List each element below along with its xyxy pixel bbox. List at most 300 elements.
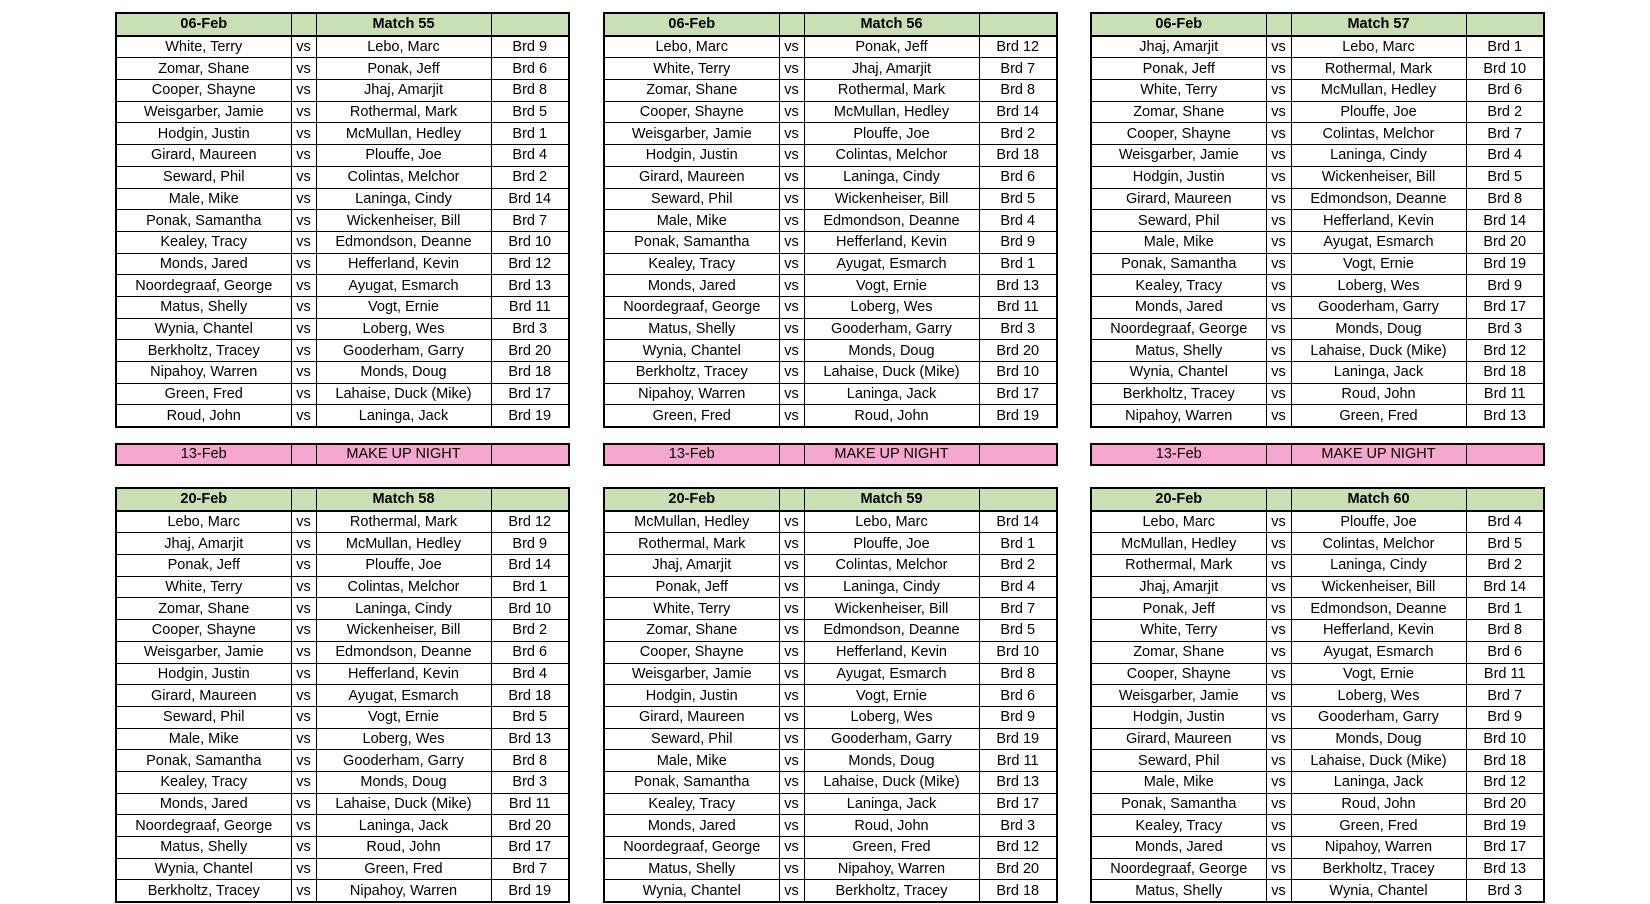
player-two: Lahaise, Duck (Mike) xyxy=(1291,750,1466,772)
board-number: Brd 11 xyxy=(1466,383,1544,405)
player-one: McMullan, Hedley xyxy=(604,511,779,533)
makeup-spacer xyxy=(291,444,316,465)
match-number: Match 60 xyxy=(1291,488,1466,511)
pairing-row xyxy=(116,36,569,58)
player-two: Hefferland, Kevin xyxy=(316,253,491,275)
match-header-row xyxy=(116,13,569,36)
player-one: Zomar, Shane xyxy=(1091,641,1266,663)
vs-label: vs xyxy=(779,188,804,210)
board-number: Brd 4 xyxy=(491,663,569,685)
player-one: Seward, Phil xyxy=(116,706,291,728)
player-two: Colintas, Melchor xyxy=(316,166,491,188)
player-two: Lahaise, Duck (Mike) xyxy=(316,793,491,815)
board-number: Brd 8 xyxy=(1466,620,1544,642)
player-one: Ponak, Jeff xyxy=(1091,598,1266,620)
vs-label: vs xyxy=(779,58,804,80)
pairing-row xyxy=(1091,771,1544,793)
board-number: Brd 9 xyxy=(979,231,1057,253)
makeup-spacer xyxy=(979,444,1057,465)
pairing-row xyxy=(604,80,1057,102)
player-two: Loberg, Wes xyxy=(316,318,491,340)
board-number: Brd 12 xyxy=(979,837,1057,859)
player-two: Ponak, Jeff xyxy=(804,36,979,58)
player-one: Monds, Jared xyxy=(604,815,779,837)
pairing-row xyxy=(116,576,569,598)
pairing-row xyxy=(604,837,1057,859)
board-number: Brd 10 xyxy=(491,231,569,253)
match-header-row xyxy=(116,488,569,511)
player-two: Jhaj, Amarjit xyxy=(316,80,491,102)
board-number: Brd 11 xyxy=(979,750,1057,772)
player-two: Gooderham, Garry xyxy=(316,750,491,772)
board-number: Brd 6 xyxy=(1466,641,1544,663)
pairing-row xyxy=(1091,598,1544,620)
makeup-night-row xyxy=(1090,443,1545,466)
player-two: Ayugat, Esmarch xyxy=(804,663,979,685)
pairing-row xyxy=(116,58,569,80)
makeup-spacer xyxy=(1266,444,1291,465)
match-date: 20-Feb xyxy=(604,488,779,511)
board-number: Brd 4 xyxy=(979,576,1057,598)
player-two: Laninga, Jack xyxy=(804,793,979,815)
vs-label: vs xyxy=(779,318,804,340)
vs-label: vs xyxy=(291,275,316,297)
vs-label: vs xyxy=(291,383,316,405)
player-one: Ponak, Samantha xyxy=(1091,253,1266,275)
pairing-row xyxy=(116,511,569,533)
player-one: Noordegraaf, George xyxy=(604,837,779,859)
board-number: Brd 14 xyxy=(1466,576,1544,598)
player-one: Monds, Jared xyxy=(116,253,291,275)
board-number: Brd 20 xyxy=(979,340,1057,362)
player-two: Laninga, Cindy xyxy=(316,598,491,620)
header-spacer xyxy=(979,488,1057,511)
board-number: Brd 13 xyxy=(979,771,1057,793)
board-number: Brd 13 xyxy=(1466,858,1544,880)
board-number: Brd 2 xyxy=(1466,555,1544,577)
pairing-row xyxy=(604,231,1057,253)
makeup-night-row xyxy=(115,443,570,466)
vs-label: vs xyxy=(1266,663,1291,685)
pairing-row xyxy=(604,145,1057,167)
vs-label: vs xyxy=(779,815,804,837)
pairing-row xyxy=(116,598,569,620)
board-number: Brd 17 xyxy=(1466,837,1544,859)
pairing-row xyxy=(116,296,569,318)
board-number: Brd 6 xyxy=(491,58,569,80)
player-two: Monds, Doug xyxy=(316,771,491,793)
board-number: Brd 8 xyxy=(491,750,569,772)
board-number: Brd 7 xyxy=(1466,123,1544,145)
vs-label: vs xyxy=(291,340,316,362)
player-two: Rothermal, Mark xyxy=(1291,58,1466,80)
board-number: Brd 19 xyxy=(491,880,569,902)
pairing-row xyxy=(604,123,1057,145)
player-two: Colintas, Melchor xyxy=(1291,533,1466,555)
pairing-row xyxy=(1091,166,1544,188)
vs-label: vs xyxy=(1266,80,1291,102)
header-spacer xyxy=(779,13,804,36)
player-two: Edmondson, Deanne xyxy=(804,620,979,642)
vs-label: vs xyxy=(291,362,316,384)
vs-label: vs xyxy=(291,576,316,598)
vs-label: vs xyxy=(291,210,316,232)
player-two: Rothermal, Mark xyxy=(316,101,491,123)
player-two: Rothermal, Mark xyxy=(804,80,979,102)
player-two: Loberg, Wes xyxy=(1291,275,1466,297)
vs-label: vs xyxy=(291,318,316,340)
vs-label: vs xyxy=(779,728,804,750)
vs-label: vs xyxy=(779,771,804,793)
pairing-row xyxy=(604,620,1057,642)
player-two: Rothermal, Mark xyxy=(316,511,491,533)
header-spacer xyxy=(291,488,316,511)
vs-label: vs xyxy=(1266,750,1291,772)
vs-label: vs xyxy=(779,750,804,772)
vs-label: vs xyxy=(291,641,316,663)
player-one: Weisgarber, Jamie xyxy=(116,641,291,663)
board-number: Brd 2 xyxy=(491,620,569,642)
player-one: Berkholtz, Tracey xyxy=(116,340,291,362)
player-one: Hodgin, Justin xyxy=(604,145,779,167)
vs-label: vs xyxy=(779,101,804,123)
vs-label: vs xyxy=(1266,145,1291,167)
player-one: Jhaj, Amarjit xyxy=(604,555,779,577)
player-two: Colintas, Melchor xyxy=(1291,123,1466,145)
player-one: Weisgarber, Jamie xyxy=(1091,145,1266,167)
board-number: Brd 8 xyxy=(979,80,1057,102)
player-one: White, Terry xyxy=(1091,620,1266,642)
player-two: Green, Fred xyxy=(804,837,979,859)
board-number: Brd 19 xyxy=(979,405,1057,427)
pairing-row xyxy=(604,706,1057,728)
player-one: Rothermal, Mark xyxy=(1091,555,1266,577)
board-number: Brd 13 xyxy=(979,275,1057,297)
vs-label: vs xyxy=(1266,533,1291,555)
makeup-spacer xyxy=(779,444,804,465)
board-number: Brd 6 xyxy=(491,641,569,663)
pairing-row xyxy=(1091,253,1544,275)
player-two: Ayugat, Esmarch xyxy=(316,685,491,707)
pairing-row xyxy=(116,555,569,577)
vs-label: vs xyxy=(779,880,804,902)
header-spacer xyxy=(491,13,569,36)
pairing-row xyxy=(116,231,569,253)
player-two: Edmondson, Deanne xyxy=(316,641,491,663)
vs-label: vs xyxy=(779,641,804,663)
board-number: Brd 8 xyxy=(491,80,569,102)
player-two: Berkholtz, Tracey xyxy=(1291,858,1466,880)
player-one: Hodgin, Justin xyxy=(604,685,779,707)
pairing-row xyxy=(604,641,1057,663)
vs-label: vs xyxy=(779,275,804,297)
player-two: Ayugat, Esmarch xyxy=(804,253,979,275)
player-two: Plouffe, Joe xyxy=(316,555,491,577)
vs-label: vs xyxy=(1266,318,1291,340)
player-one: Ponak, Samantha xyxy=(604,231,779,253)
vs-label: vs xyxy=(291,728,316,750)
player-two: Monds, Doug xyxy=(804,340,979,362)
board-number: Brd 18 xyxy=(491,362,569,384)
vs-label: vs xyxy=(779,685,804,707)
player-two: Laninga, Cindy xyxy=(804,576,979,598)
vs-label: vs xyxy=(779,362,804,384)
board-number: Brd 1 xyxy=(979,253,1057,275)
board-number: Brd 7 xyxy=(979,58,1057,80)
player-two: Roud, John xyxy=(1291,793,1466,815)
board-number: Brd 17 xyxy=(491,837,569,859)
vs-label: vs xyxy=(291,533,316,555)
pairing-row xyxy=(116,145,569,167)
pairing-row xyxy=(116,533,569,555)
player-two: Ponak, Jeff xyxy=(316,58,491,80)
player-one: Weisgarber, Jamie xyxy=(116,101,291,123)
player-one: Matus, Shelly xyxy=(604,858,779,880)
makeup-date: 13-Feb xyxy=(1091,444,1266,465)
player-two: Loberg, Wes xyxy=(1291,685,1466,707)
vs-label: vs xyxy=(1266,275,1291,297)
board-number: Brd 10 xyxy=(1466,58,1544,80)
player-two: Nipahoy, Warren xyxy=(804,858,979,880)
match-table xyxy=(603,487,1058,903)
vs-label: vs xyxy=(291,58,316,80)
player-one: Kealey, Tracy xyxy=(116,771,291,793)
player-one: Nipahoy, Warren xyxy=(1091,405,1266,427)
pairing-row xyxy=(1091,858,1544,880)
player-one: Seward, Phil xyxy=(1091,750,1266,772)
pairing-row xyxy=(604,210,1057,232)
vs-label: vs xyxy=(1266,511,1291,533)
player-two: Plouffe, Joe xyxy=(316,145,491,167)
match-table xyxy=(1090,487,1545,903)
player-two: Plouffe, Joe xyxy=(1291,101,1466,123)
pairing-row xyxy=(604,533,1057,555)
player-two: Gooderham, Garry xyxy=(316,340,491,362)
board-number: Brd 14 xyxy=(979,101,1057,123)
pairing-row xyxy=(1091,362,1544,384)
player-one: Berkholtz, Tracey xyxy=(1091,383,1266,405)
header-spacer xyxy=(979,13,1057,36)
match-date: 06-Feb xyxy=(604,13,779,36)
player-one: Matus, Shelly xyxy=(604,318,779,340)
board-number: Brd 9 xyxy=(1466,275,1544,297)
pairing-row xyxy=(604,663,1057,685)
player-one: Rothermal, Mark xyxy=(604,533,779,555)
pairing-row xyxy=(1091,145,1544,167)
player-one: Lebo, Marc xyxy=(1091,511,1266,533)
player-one: Wynia, Chantel xyxy=(116,318,291,340)
makeup-date: 13-Feb xyxy=(116,444,291,465)
player-one: Matus, Shelly xyxy=(1091,880,1266,902)
board-number: Brd 17 xyxy=(491,383,569,405)
pairing-row xyxy=(604,793,1057,815)
player-two: Berkholtz, Tracey xyxy=(804,880,979,902)
pairing-row xyxy=(1091,533,1544,555)
player-two: Vogt, Ernie xyxy=(804,275,979,297)
player-one: Seward, Phil xyxy=(604,728,779,750)
pairing-row xyxy=(604,275,1057,297)
pairing-row xyxy=(1091,36,1544,58)
board-number: Brd 18 xyxy=(491,685,569,707)
vs-label: vs xyxy=(291,253,316,275)
board-number: Brd 3 xyxy=(979,318,1057,340)
board-number: Brd 5 xyxy=(491,101,569,123)
board-number: Brd 12 xyxy=(1466,340,1544,362)
board-number: Brd 9 xyxy=(491,36,569,58)
pairing-row xyxy=(1091,576,1544,598)
pairing-row xyxy=(604,815,1057,837)
header-spacer xyxy=(779,488,804,511)
pairing-row xyxy=(116,641,569,663)
player-one: Kealey, Tracy xyxy=(1091,815,1266,837)
player-one: Zomar, Shane xyxy=(116,598,291,620)
board-number: Brd 9 xyxy=(979,706,1057,728)
vs-label: vs xyxy=(1266,576,1291,598)
player-one: Male, Mike xyxy=(116,188,291,210)
player-two: Vogt, Ernie xyxy=(1291,663,1466,685)
vs-label: vs xyxy=(291,405,316,427)
board-number: Brd 5 xyxy=(1466,166,1544,188)
pairing-row xyxy=(116,750,569,772)
match-table xyxy=(603,12,1058,428)
pairing-row xyxy=(604,880,1057,902)
vs-label: vs xyxy=(1266,296,1291,318)
player-one: Ponak, Samantha xyxy=(116,210,291,232)
player-one: Ponak, Jeff xyxy=(604,576,779,598)
pairing-row xyxy=(1091,663,1544,685)
board-number: Brd 20 xyxy=(1466,793,1544,815)
pairing-row xyxy=(116,728,569,750)
board-number: Brd 17 xyxy=(979,383,1057,405)
player-two: Vogt, Ernie xyxy=(316,296,491,318)
board-number: Brd 13 xyxy=(1466,405,1544,427)
player-one: McMullan, Hedley xyxy=(1091,533,1266,555)
pairing-row xyxy=(604,383,1057,405)
pairing-row xyxy=(604,340,1057,362)
player-two: Monds, Doug xyxy=(316,362,491,384)
player-two: Laninga, Cindy xyxy=(316,188,491,210)
player-two: Wickenheiser, Bill xyxy=(1291,166,1466,188)
board-number: Brd 14 xyxy=(1466,210,1544,232)
board-number: Brd 18 xyxy=(1466,750,1544,772)
pairing-row xyxy=(604,101,1057,123)
vs-label: vs xyxy=(779,533,804,555)
player-two: Colintas, Melchor xyxy=(804,145,979,167)
vs-label: vs xyxy=(779,555,804,577)
match-number: Match 56 xyxy=(804,13,979,36)
pairing-row xyxy=(1091,620,1544,642)
vs-label: vs xyxy=(1266,837,1291,859)
vs-label: vs xyxy=(1266,880,1291,902)
pairing-row xyxy=(1091,750,1544,772)
player-one: Cooper, Shayne xyxy=(604,641,779,663)
board-number: Brd 11 xyxy=(491,793,569,815)
pairing-row xyxy=(604,576,1057,598)
board-number: Brd 19 xyxy=(491,405,569,427)
player-two: Gooderham, Garry xyxy=(1291,706,1466,728)
vs-label: vs xyxy=(291,793,316,815)
pairing-row xyxy=(604,405,1057,427)
pairing-row xyxy=(1091,383,1544,405)
vs-label: vs xyxy=(291,80,316,102)
player-two: Lebo, Marc xyxy=(1291,36,1466,58)
player-one: Noordegraaf, George xyxy=(604,296,779,318)
board-number: Brd 8 xyxy=(1466,188,1544,210)
pairing-row xyxy=(604,728,1057,750)
board-number: Brd 5 xyxy=(979,188,1057,210)
board-number: Brd 5 xyxy=(1466,533,1544,555)
vs-label: vs xyxy=(1266,793,1291,815)
pairing-row xyxy=(604,555,1057,577)
player-one: White, Terry xyxy=(604,598,779,620)
player-one: Girard, Maureen xyxy=(116,685,291,707)
vs-label: vs xyxy=(1266,383,1291,405)
board-number: Brd 3 xyxy=(491,318,569,340)
player-two: Laninga, Cindy xyxy=(1291,555,1466,577)
pairing-row xyxy=(116,101,569,123)
match-date: 20-Feb xyxy=(1091,488,1266,511)
pairing-row xyxy=(116,405,569,427)
match-table xyxy=(115,487,570,903)
player-two: McMullan, Hedley xyxy=(316,533,491,555)
vs-label: vs xyxy=(291,555,316,577)
player-two: Wickenheiser, Bill xyxy=(804,598,979,620)
vs-label: vs xyxy=(1266,620,1291,642)
vs-label: vs xyxy=(1266,101,1291,123)
player-two: Lahaise, Duck (Mike) xyxy=(316,383,491,405)
pairing-row xyxy=(604,318,1057,340)
player-two: Hefferland, Kevin xyxy=(1291,210,1466,232)
match-date: 20-Feb xyxy=(116,488,291,511)
board-number: Brd 1 xyxy=(491,123,569,145)
player-one: Seward, Phil xyxy=(1091,210,1266,232)
pairing-row xyxy=(1091,275,1544,297)
vs-label: vs xyxy=(1266,815,1291,837)
player-two: Monds, Doug xyxy=(1291,728,1466,750)
player-one: Kealey, Tracy xyxy=(604,793,779,815)
player-one: Cooper, Shayne xyxy=(1091,123,1266,145)
board-number: Brd 12 xyxy=(1466,771,1544,793)
player-one: Cooper, Shayne xyxy=(116,80,291,102)
pairing-row xyxy=(604,598,1057,620)
player-two: Colintas, Melchor xyxy=(316,576,491,598)
player-two: Monds, Doug xyxy=(1291,318,1466,340)
player-two: Plouffe, Joe xyxy=(804,533,979,555)
player-one: White, Terry xyxy=(116,576,291,598)
player-one: Green, Fred xyxy=(604,405,779,427)
vs-label: vs xyxy=(779,210,804,232)
pairing-row xyxy=(604,188,1057,210)
vs-label: vs xyxy=(291,166,316,188)
player-one: Weisgarber, Jamie xyxy=(604,663,779,685)
match-date: 06-Feb xyxy=(116,13,291,36)
player-two: Roud, John xyxy=(316,837,491,859)
vs-label: vs xyxy=(779,620,804,642)
vs-label: vs xyxy=(779,166,804,188)
match-header-row xyxy=(1091,488,1544,511)
pairing-row xyxy=(604,166,1057,188)
pairing-row xyxy=(116,706,569,728)
vs-label: vs xyxy=(779,36,804,58)
pairing-row xyxy=(604,58,1057,80)
vs-label: vs xyxy=(1266,706,1291,728)
board-number: Brd 18 xyxy=(979,145,1057,167)
player-one: Noordegraaf, George xyxy=(116,815,291,837)
pairing-row xyxy=(116,815,569,837)
player-two: Laninga, Jack xyxy=(1291,362,1466,384)
player-two: Green, Fred xyxy=(1291,405,1466,427)
pairing-row xyxy=(116,340,569,362)
